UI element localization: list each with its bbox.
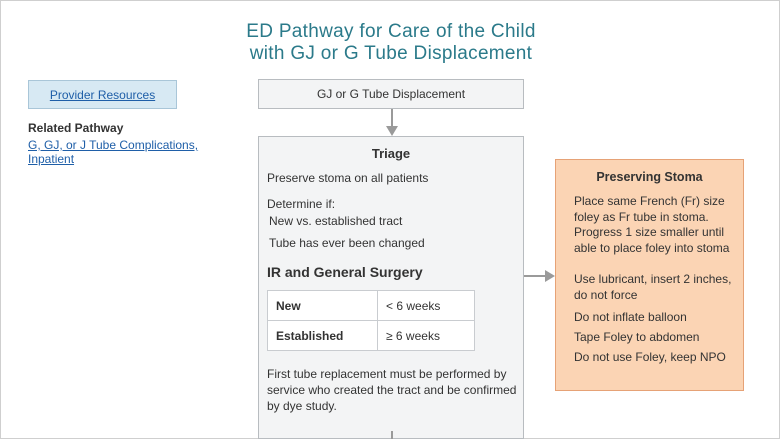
tract-age-table: [267, 290, 475, 351]
table-cell-label: Established: [268, 321, 378, 351]
triage-title: Triage: [371, 146, 411, 161]
table-row: [268, 291, 475, 321]
preserving-stoma-title: Preserving Stoma: [596, 170, 703, 184]
page-title-line1: ED Pathway for Care of the Child: [246, 21, 536, 42]
triage-item-tract: New vs. established tract: [269, 214, 403, 228]
triage-node[interactable]: [258, 136, 524, 439]
table-cell-value: < 6 weeks: [378, 291, 475, 321]
stoma-item-balloon: Do not inflate balloon: [574, 310, 687, 324]
tube-displacement-label: GJ or G Tube Displacement: [316, 87, 466, 101]
related-pathway-heading: Related Pathway: [28, 121, 124, 135]
arrow-right-to-stoma: [524, 269, 556, 283]
preserving-stoma-node[interactable]: [555, 159, 744, 391]
page-title-line2: with GJ or G Tube Displacement: [249, 43, 533, 64]
table-cell-label: New: [268, 291, 378, 321]
tube-displacement-node[interactable]: [258, 79, 524, 109]
page-title: [1, 21, 780, 65]
table-row: [268, 321, 475, 351]
provider-resources-button[interactable]: Provider Resources: [28, 80, 177, 109]
stoma-item-tape: Tape Foley to abdomen: [574, 330, 700, 344]
ir-general-surgery-heading: IR and General Surgery: [267, 264, 423, 280]
table-cell-value: ≥ 6 weeks: [378, 321, 475, 351]
triage-item-changed: Tube has ever been changed: [269, 236, 425, 250]
stoma-item-foley-size: Place same French (Fr) size foley as Fr tube in stoma. Progress 1 size smaller until able to place foley into stoma: [574, 194, 730, 255]
stoma-item-npo: Do not use Foley, keep NPO: [574, 350, 726, 364]
arrow-down-to-triage: [385, 109, 399, 137]
triage-replacement-note: First tube replacement must be performed by service who created the tract and be confirmed by dye study.: [267, 367, 517, 413]
triage-determine-text: Determine if:: [267, 197, 336, 211]
related-pathway-link[interactable]: G, GJ, or J Tube Complications, Inpatient: [28, 138, 199, 166]
triage-preserve-text: Preserve stoma on all patients: [267, 171, 429, 185]
stoma-item-lubricant: Use lubricant, insert 2 inches, do not force: [574, 272, 732, 302]
arrow-down-continuation: [389, 431, 395, 439]
